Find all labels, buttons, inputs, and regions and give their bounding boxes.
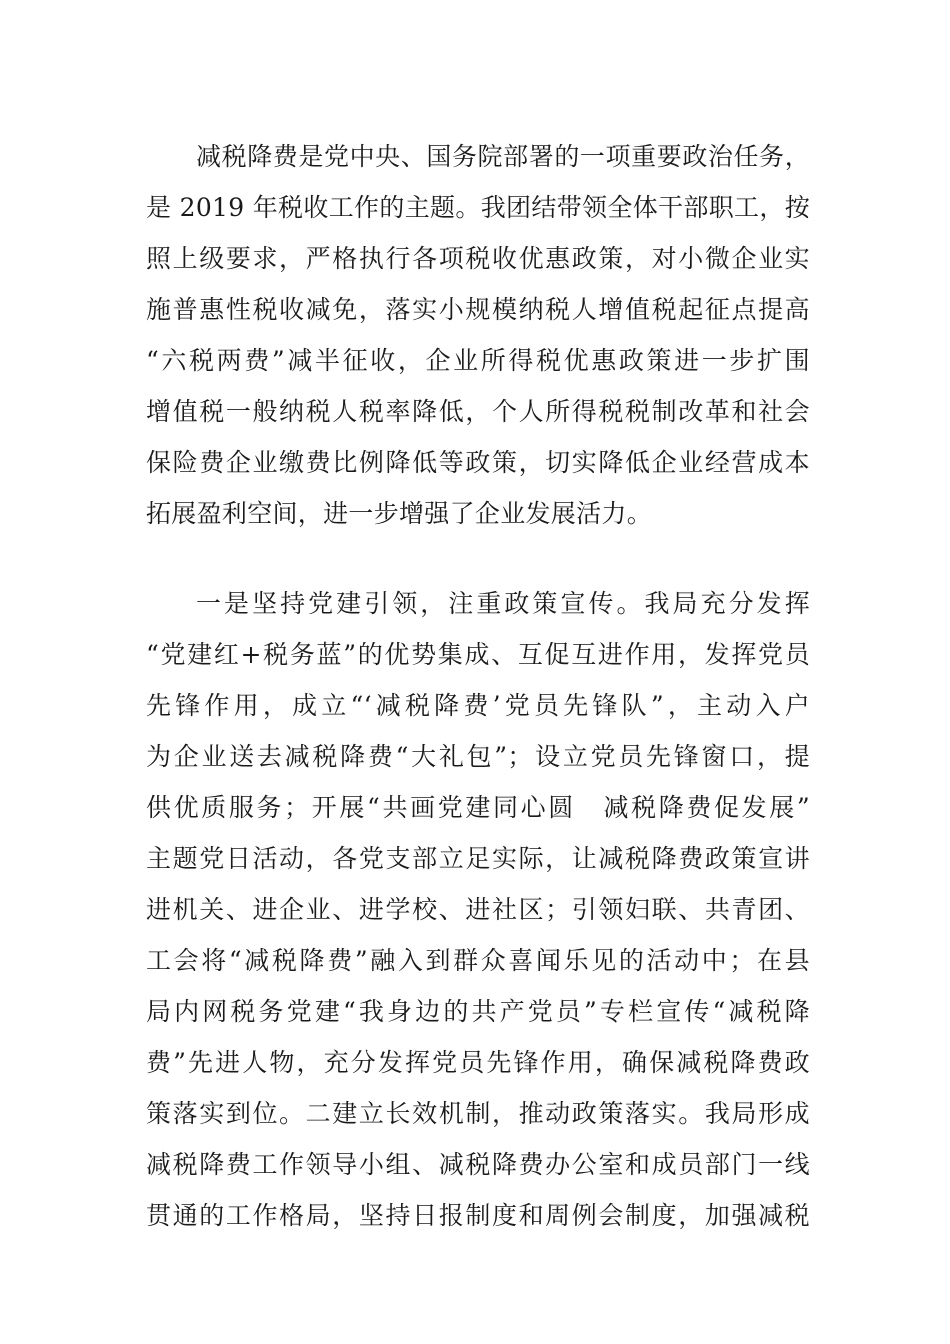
text-line: 是 2019 年税收工作的主题。我团结带领全体干部职工，按 (146, 193, 810, 222)
paragraph-measures (146, 578, 810, 1241)
text-line: “党建红+税务蓝”的优势集成、互促互进作用，发挥党员 (146, 640, 810, 669)
text-line: 照上级要求，严格执行各项税收优惠政策，对小微企业实 (146, 244, 810, 273)
text-line: 增值税一般纳税人税率降低，个人所得税税制改革和社会 (146, 397, 810, 426)
text-line: 一是坚持党建引领，注重政策宣传。我局充分发挥 (196, 589, 810, 618)
text-line: 为企业送去减税降费“大礼包”；设立党员先锋窗口，提 (146, 742, 810, 771)
text-line: 保险费企业缴费比例降低等政策，切实降低企业经营成本 (146, 448, 810, 477)
text-line: 减税降费工作领导小组、减税降费办公室和成员部门一线 (146, 1150, 810, 1179)
text-line: 进机关、进企业、进学校、进社区；引领妇联、共青团、 (146, 895, 810, 924)
text-line: 贯通的工作格局，坚持日报制度和周例会制度，加强减税 (146, 1201, 810, 1230)
text-line: 策落实到位。二建立长效机制，推动政策落实。我局形成 (146, 1099, 810, 1128)
text-line: 费”先进人物，充分发挥党员先锋作用，确保减税降费政 (146, 1048, 810, 1077)
text-line: 工会将“减税降费”融入到群众喜闻乐见的活动中；在县 (146, 946, 810, 975)
text-line: 先锋作用，成立“‘减税降费’党员先锋队”，主动入户 (146, 691, 810, 720)
text-line: 主题党日活动，各党支部立足实际，让减税降费政策宣讲 (146, 844, 810, 873)
text-line: 拓展盈利空间，进一步增强了企业发展活力。 (146, 499, 653, 528)
text-line: “六税两费”减半征收，企业所得税优惠政策进一步扩围 (146, 346, 810, 375)
paragraph-intro (146, 131, 810, 539)
text-line: 施普惠性税收减免，落实小规模纳税人增值税起征点提高 (146, 295, 810, 324)
text-line: 供优质服务；开展“共画党建同心圆 减税降费促发展” (146, 793, 810, 822)
text-line: 减税降费是党中央、国务院部署的一项重要政治任务， (196, 142, 810, 171)
text-line: 局内网税务党建“我身边的共产党员”专栏宣传“减税降 (146, 997, 810, 1026)
